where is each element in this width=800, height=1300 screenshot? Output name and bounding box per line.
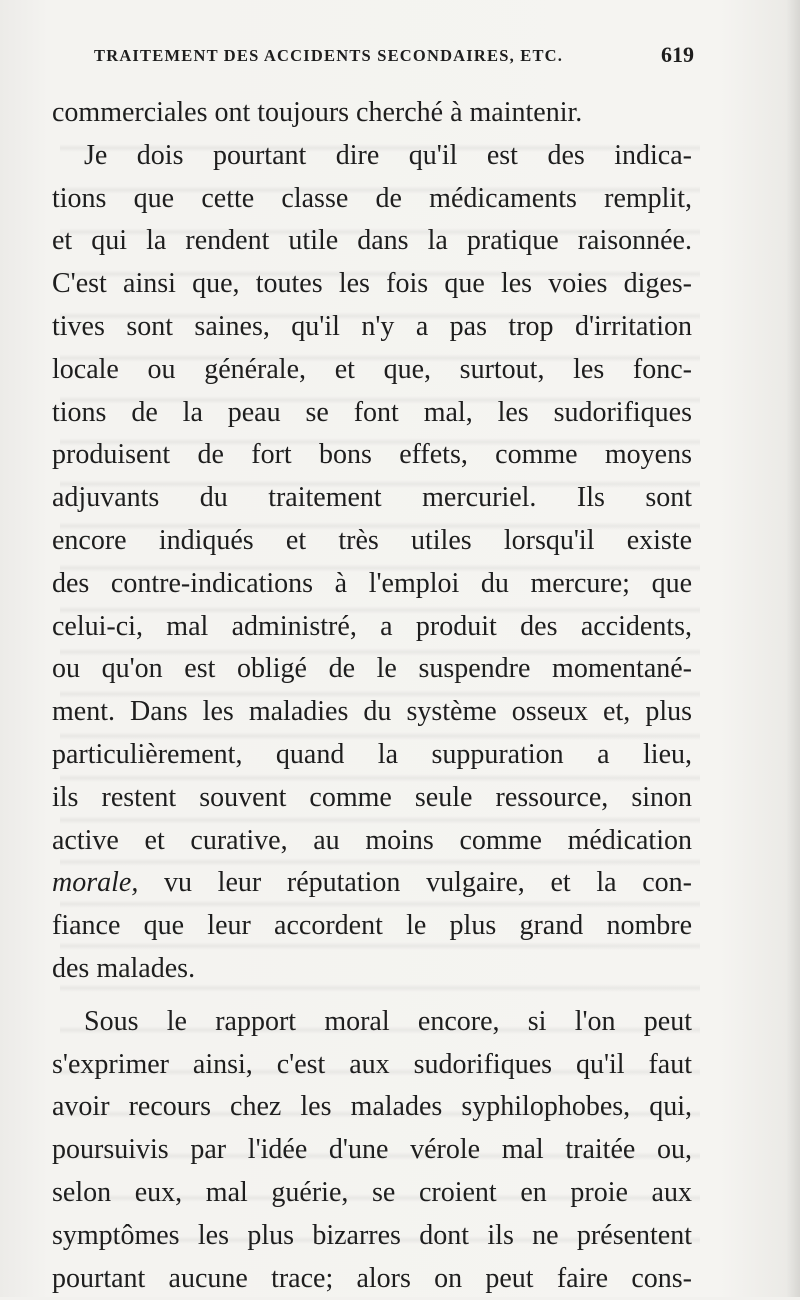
text-line: commerciales ont toujours cherché à maintenir.	[52, 97, 583, 128]
text-line: encore indiqués et très utiles lorsqu'il existe	[52, 524, 692, 556]
text-line: tives sont saines, qu'il n'y a pas trop d'irritation	[52, 310, 692, 342]
text-line: locale ou générale, et que, surtout, les fonc-	[52, 353, 692, 385]
text-line: pourtant aucune trace; alors on peut faire cons-	[52, 1262, 692, 1294]
text-line: tions de la peau se font mal, les sudorifiques	[52, 396, 692, 428]
text-line: avoir recours chez les malades syphilophobes, qui,	[52, 1091, 692, 1123]
text-line: Sous le rapport moral encore, si l'on peut	[84, 1005, 692, 1037]
text-line: et qui la rendent utile dans la pratique raisonnée.	[52, 225, 692, 257]
running-title: TRAITEMENT DES ACCIDENTS SECONDAIRES, ETC.	[94, 46, 564, 65]
text-line: poursuivis par l'idée d'une vérole mal traitée ou,	[52, 1134, 692, 1166]
text-line: des contre-indications à l'emploi du mercure; que	[52, 567, 692, 599]
text-line-morale	[52, 862, 692, 905]
text-line: symptômes les plus bizarres dont ils ne présentent	[52, 1219, 692, 1251]
text-line: adjuvants du traitement mercuriel. Ils sont	[52, 482, 692, 514]
text-line: ou qu'on est obligé de le suspendre momentané-	[52, 653, 692, 685]
line-rest: vu leur réputation vulgaire, et la con-	[138, 867, 692, 899]
text-line: des malades.	[52, 952, 196, 984]
text-line: C'est ainsi que, toutes les fois que les voies diges-	[52, 268, 692, 300]
text-line: ils restent souvent comme seule ressource, sinon	[52, 781, 692, 813]
text-line: particulièrement, quand la suppuration a lieu,	[52, 738, 692, 770]
text-line: selon eux, mal guérie, se croient en proie aux	[52, 1176, 692, 1208]
text-line: fiance que leur accordent le plus grand nombre	[52, 910, 692, 942]
text-line: tions que cette classe de médicaments remplit,	[52, 182, 692, 214]
text-line: Je dois pourtant dire qu'il est des indica-	[84, 139, 692, 171]
text-line: s'exprimer ainsi, c'est aux sudorifiques qu'il faut	[52, 1048, 692, 1080]
page-edge-shadow	[786, 0, 800, 1297]
running-header	[84, 40, 704, 72]
body-text	[52, 92, 692, 1300]
text-line: ment. Dans les maladies du système osseux et, plus	[52, 696, 692, 728]
text-line: active et curative, au moins comme médication	[52, 824, 692, 856]
page-number: 619	[661, 42, 694, 67]
text-line: produisent de fort bons effets, comme moyens	[52, 439, 692, 471]
text-line: celui-ci, mal administré, a produit des accidents,	[52, 610, 692, 642]
italic-word: morale,	[52, 867, 139, 899]
